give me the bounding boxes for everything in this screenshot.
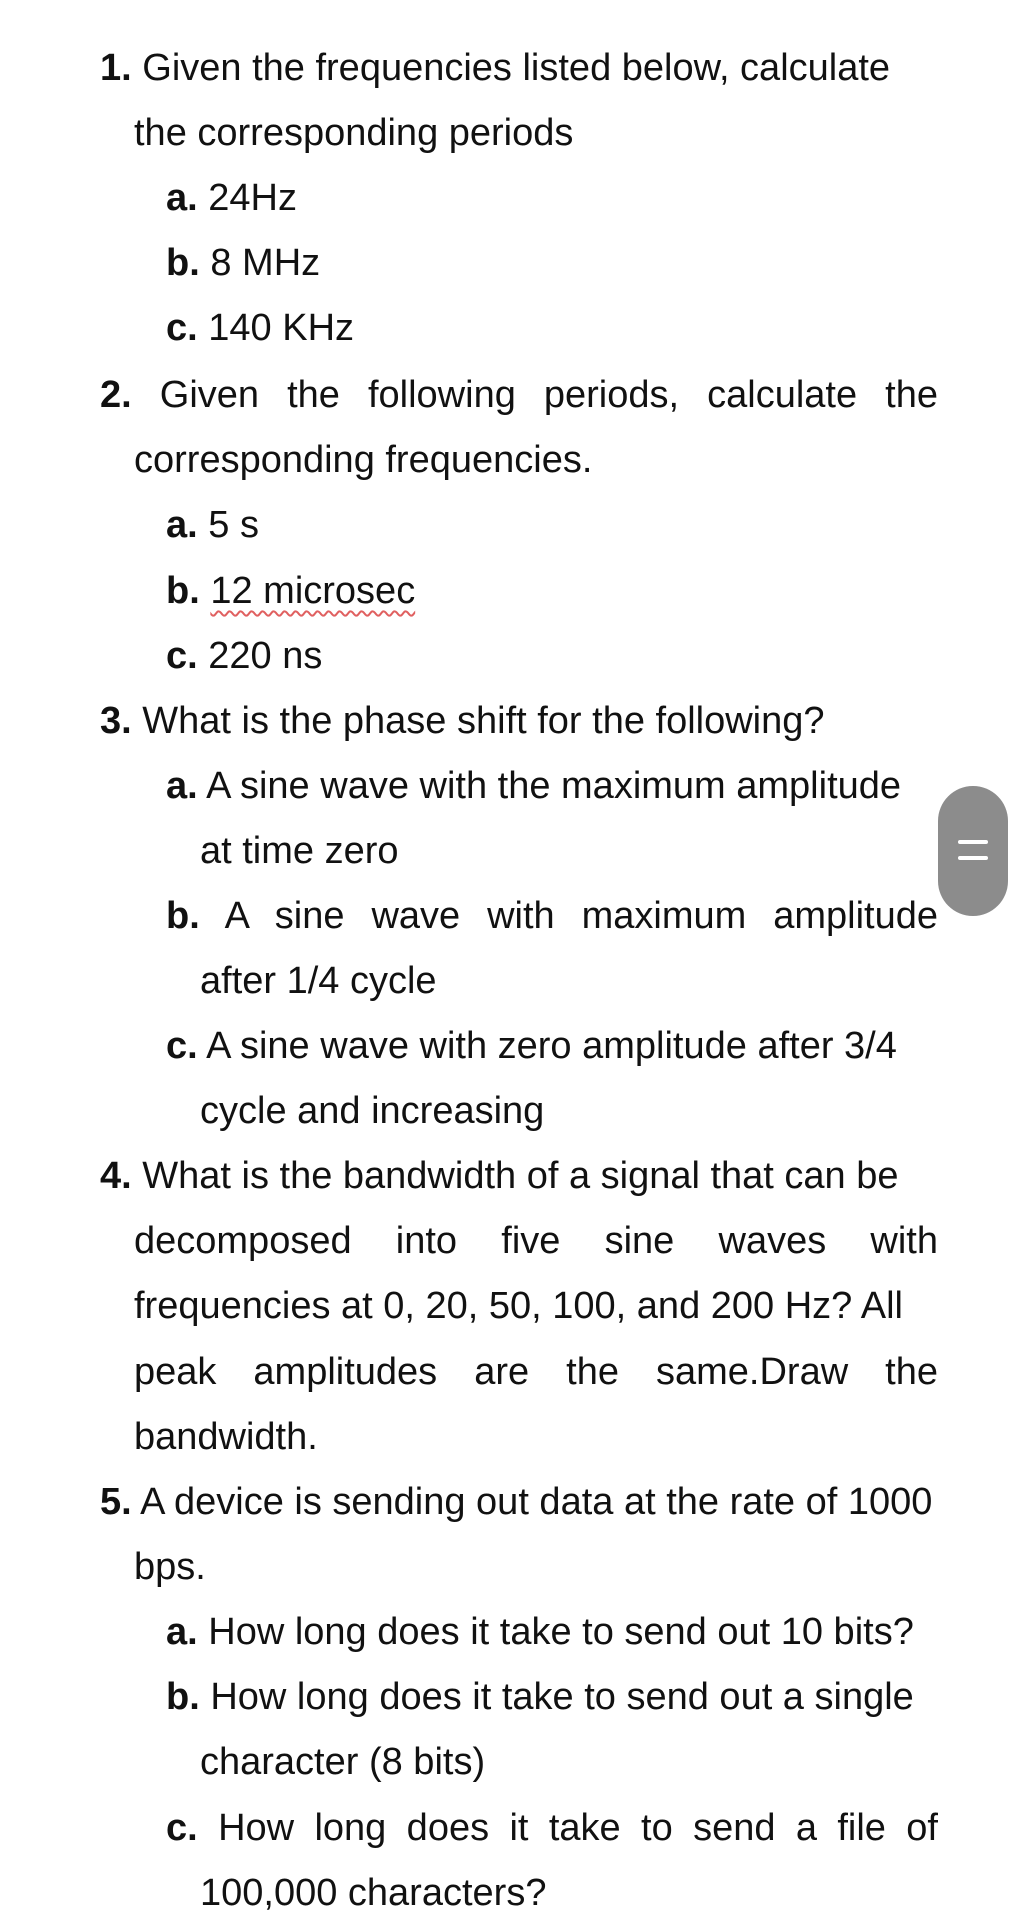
question-3-part-c-line-1 [166,1023,897,1069]
question-2-part-a [166,502,259,548]
question-1-part-b [166,240,320,286]
question-2-part-b [166,568,415,614]
question-2-part-c [166,633,322,679]
part-letter: c. [166,635,198,677]
question-3-part-b-line-2 [200,958,437,1004]
question-5-line-2 [134,1544,206,1590]
part-text: 220 ns [208,635,323,677]
part-letter: a. [166,765,198,807]
part-text: 8 MHz [210,242,321,284]
part-text: 140 KHz [208,307,355,349]
question-1-line-1 [100,45,890,91]
question-text: A device is sending out data at the rate of 1000 [140,1481,933,1523]
question-3-part-b-line-1 [166,893,938,939]
question-text: the corresponding periods [134,112,574,154]
question-text: corresponding frequencies. [134,439,593,481]
part-text: 24Hz [208,177,297,219]
part-letter: b. [166,570,200,612]
question-5-line-1 [100,1479,932,1525]
question-4-line-2 [134,1218,938,1264]
question-3-part-c-line-2 [200,1088,544,1134]
question-number: 5. [100,1481,132,1523]
question-3-part-a-line-1 [166,763,901,809]
part-letter: b. [166,895,200,937]
part-letter: c. [166,1807,198,1849]
question-1-part-a [166,175,297,221]
part-letter: c. [166,307,198,349]
part-text: A sine wave with zero amplitude after 3/4 [206,1025,897,1067]
question-2-line-1 [100,372,938,418]
part-text: character (8 bits) [200,1741,486,1783]
question-5-part-c-line-1 [166,1805,938,1851]
question-text: bps. [134,1546,206,1588]
question-text: What is the bandwidth of a signal that can be [142,1155,899,1197]
part-text: How long does it take to send out 10 bits? [208,1611,914,1653]
part-text: How long does it take to send a file of [218,1807,938,1849]
question-4-line-5 [134,1414,318,1460]
question-text: frequencies at 0, 20, 50, 100, and 200 Hz? All [134,1285,903,1327]
part-text: How long does it take to send out a single [210,1676,914,1718]
part-text: A sine wave with the maximum amplitude [206,765,902,807]
question-text: Given the following periods, calculate the [159,374,938,416]
part-text: cycle and increasing [200,1090,545,1132]
question-text: Given the frequencies listed below, calculate [142,47,891,89]
part-text: 5 s [208,504,259,546]
question-number: 3. [100,700,132,742]
question-number: 2. [100,374,132,416]
question-number: 4. [100,1155,132,1197]
part-text: 100,000 characters? [200,1872,547,1914]
question-5-part-b-line-1 [166,1674,914,1720]
question-1-line-2 [134,110,573,156]
question-text: What is the phase shift for the following? [142,700,825,742]
part-letter: a. [166,504,198,546]
question-5-part-c-line-2 [200,1870,546,1916]
part-letter: a. [166,177,198,219]
question-5-part-b-line-2 [200,1739,485,1785]
part-letter: b. [166,1676,200,1718]
part-text: A sine wave with maximum amplitude [224,895,938,937]
part-letter: b. [166,242,200,284]
question-4-line-3 [134,1283,903,1329]
part-text: 12 microsec [210,570,416,612]
part-text: after 1/4 cycle [200,960,437,1002]
grip-line-icon [958,856,988,860]
part-text: at time zero [200,830,399,872]
question-text: bandwidth. [134,1416,318,1458]
question-text: peak amplitudes are the same.Draw the [134,1351,938,1393]
question-3-part-a-line-2 [200,828,399,874]
question-2-line-2 [134,437,592,483]
question-1-part-c [166,305,354,351]
question-number: 1. [100,47,132,89]
question-5-part-a [166,1609,914,1655]
question-4-line-4 [134,1349,938,1395]
scroll-handle[interactable] [938,786,1008,916]
grip-line-icon [958,840,988,844]
part-letter: a. [166,1611,198,1653]
question-4-line-1 [100,1153,899,1199]
question-3-line-1 [100,698,825,744]
question-text: decomposed into five sine waves with [134,1220,938,1262]
part-letter: c. [166,1025,198,1067]
